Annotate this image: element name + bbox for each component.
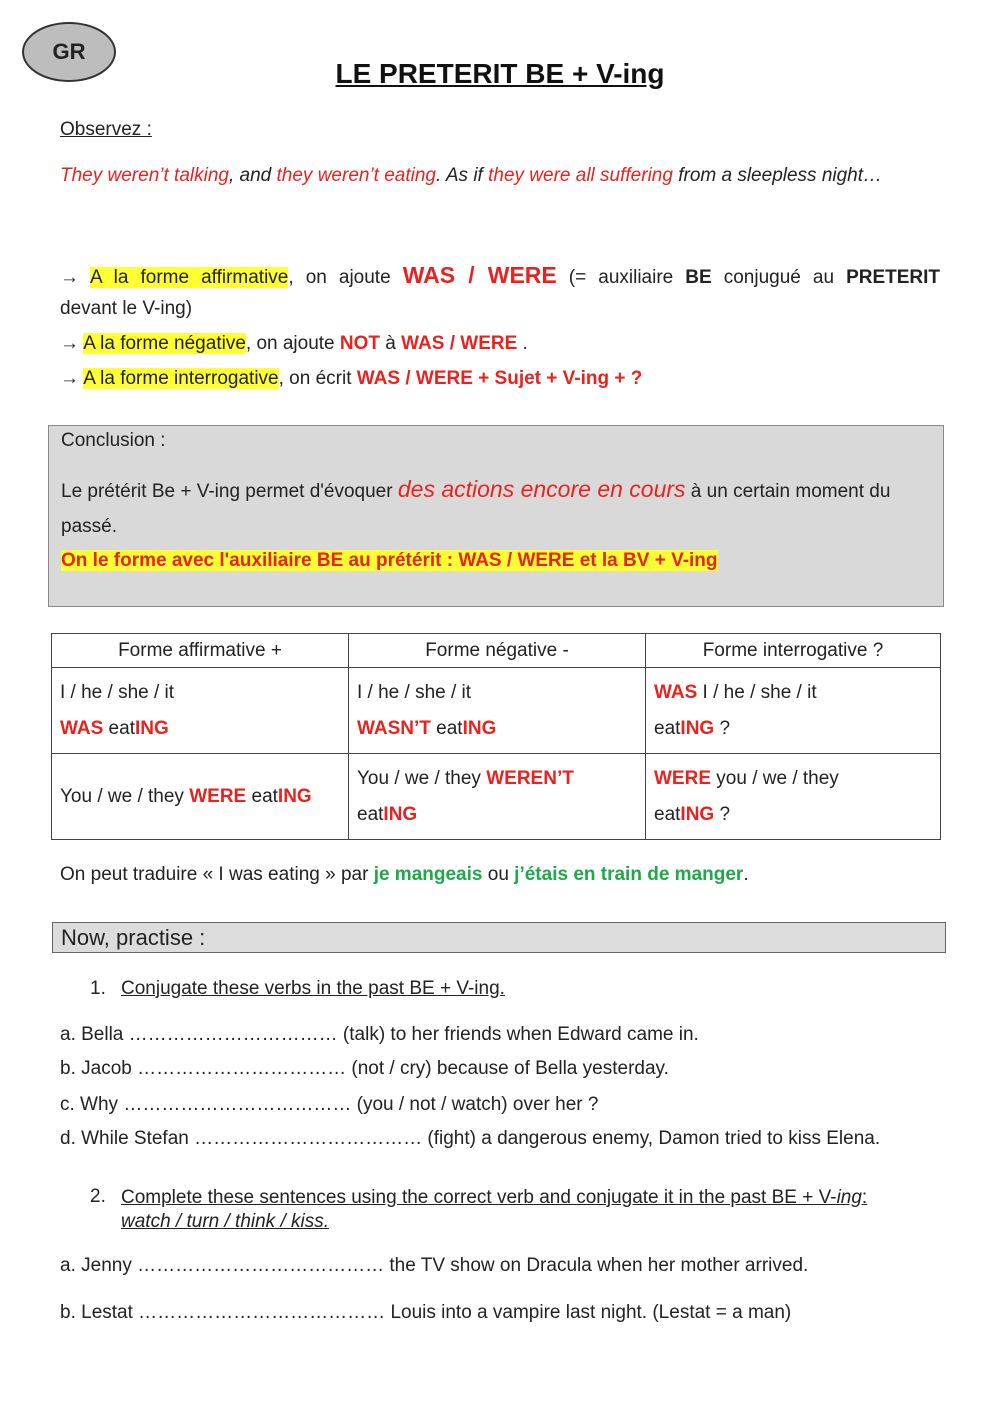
cell-ing: ING (462, 717, 497, 739)
conclusion-line-1 (61, 476, 939, 503)
translation-option-1: je mangeais (373, 864, 483, 885)
rule-text: . (517, 333, 528, 354)
exercise-2-title (121, 1186, 931, 1234)
rule-affirmative-label: A la forme affirmative (90, 267, 289, 288)
example-part-5: they were all suffering (488, 165, 673, 186)
observez-label: Observez : (60, 119, 152, 140)
cell-subject: I / he / she / it (357, 681, 472, 703)
rule-negative-label: A la forme négative (83, 333, 246, 354)
exercise-2-title-text: Complete these sentences using the correct verb and conjugate it in the past BE + V- (121, 1187, 837, 1208)
cell-subject: you / we / they (711, 767, 839, 789)
cell-question-mark: ? (714, 717, 731, 739)
exercise-1-title: Conjugate these verbs in the past BE + V-ing. (121, 978, 505, 999)
table-cell (646, 754, 941, 840)
arrow-icon: → (60, 333, 84, 354)
rule-text: (= auxiliaire (556, 267, 686, 288)
conclusion-line-2 (61, 550, 718, 572)
header-affirmative: Forme affirmative + (52, 634, 349, 668)
table-cell (646, 668, 941, 754)
cell-aux: WERE (654, 767, 711, 789)
cell-subject: I / he / she / it (697, 681, 817, 703)
cell-verb: eat (430, 717, 463, 739)
practise-heading: Now, practise : (52, 922, 946, 953)
example-part-2: , and (228, 165, 277, 186)
conclusion-label: Conclusion : (61, 430, 166, 451)
exercise-1-item-b: b. Jacob …………………………… (not / cry) because of Bella yesterday. (60, 1058, 669, 1079)
exercise-2-verb-list: watch / turn / think / kiss. (121, 1211, 330, 1232)
cell-verb: eat (357, 803, 384, 825)
table-header-row (52, 634, 941, 668)
cell-aux: WAS (60, 717, 104, 739)
translation-text: ou (482, 864, 515, 885)
translation-text: . (743, 864, 749, 885)
cell-subject: I / he / she / it (60, 681, 175, 703)
rule-text: , on ajoute (288, 267, 403, 288)
translation-note (60, 864, 749, 886)
rule-negative (60, 333, 528, 355)
cell-ing: ING (680, 717, 715, 739)
cell-verb: eat (246, 785, 278, 807)
exercise-1-number: 1. (90, 978, 106, 999)
example-part-4: . As if (436, 165, 489, 186)
exercise-2-item-b: b. Lestat ………………………………… Louis into a vampire last night. (Lestat = a man) (60, 1302, 792, 1323)
cell-subject: You / we / they (357, 767, 487, 789)
conclusion-emphasis: des actions encore en cours (397, 476, 686, 502)
exercise-2-title-colon: : (861, 1187, 868, 1208)
rule-text: , on écrit (278, 368, 357, 389)
conclusion-text: à un certain moment du (685, 481, 891, 502)
cell-ing: ING (134, 717, 169, 739)
rule-affirmative (60, 255, 940, 298)
rule-text: conjugué au (711, 267, 847, 288)
gr-badge: GR (22, 22, 116, 82)
conclusion-formula: On le forme avec l'auxiliaire BE au prétérit : WAS / WERE et la BV + V-ing (61, 550, 718, 571)
header-interrogative: Forme interrogative ? (646, 634, 941, 668)
exercise-2-title-ing: ing (836, 1187, 862, 1208)
be-bold: BE (685, 267, 712, 288)
example-part-3: they weren’t eating (276, 165, 437, 186)
exercise-1-item-a: a. Bella …………………………… (talk) to her friends when Edward came in. (60, 1024, 699, 1045)
not-red: NOT (339, 333, 381, 354)
cell-aux: WEREN’T (486, 767, 574, 789)
exercise-2-number: 2. (90, 1186, 106, 1207)
cell-question-mark: ? (714, 803, 731, 825)
example-part-6: from a sleepless night… (672, 165, 883, 186)
conclusion-box (48, 425, 944, 607)
cell-aux: WERE (189, 785, 247, 807)
cell-verb: eat (654, 717, 681, 739)
table-row (52, 668, 941, 754)
cell-aux: WASN’T (357, 717, 431, 739)
rule-interrogative (60, 368, 642, 390)
table-row (52, 754, 941, 840)
arrow-icon: → (60, 368, 84, 389)
translation-option-2: j’étais en train de manger (514, 864, 744, 885)
cell-ing: ING (383, 803, 418, 825)
page-title: LE PRETERIT BE + V-ing (335, 58, 665, 89)
rule-text: à (380, 333, 402, 354)
translation-text: On peut traduire « I was eating » par (60, 864, 374, 885)
conclusion-line-1-cont: passé. (61, 516, 117, 537)
table-cell (52, 668, 349, 754)
conclusion-text: Le prétérit Be + V-ing permet d'évoquer (61, 481, 398, 502)
example-sentence (60, 165, 882, 187)
table-cell (52, 754, 349, 840)
rule-interrogative-label: A la forme interrogative (83, 368, 279, 389)
example-part-1: They weren’t talking (60, 165, 229, 186)
header-negative: Forme négative - (349, 634, 646, 668)
arrow-icon: → (60, 267, 90, 288)
table-cell (349, 668, 646, 754)
was-were-big: WAS / WERE (402, 262, 557, 288)
rule-text: , on ajoute (245, 333, 340, 354)
was-were-red: WAS / WERE (401, 333, 518, 354)
cell-aux: WAS (654, 681, 698, 703)
cell-subject: You / we / they (60, 785, 190, 807)
exercise-1-item-d: d. While Stefan ……………………………… (fight) a dangerous enemy, Damon tried to kiss Elena. (60, 1128, 881, 1149)
exercise-2-item-a: a. Jenny ………………………………… the TV show on Dracula when her mother arrived. (60, 1255, 809, 1276)
cell-ing: ING (680, 803, 715, 825)
cell-verb: eat (654, 803, 681, 825)
table-cell (349, 754, 646, 840)
cell-verb: eat (103, 717, 135, 739)
conjugation-table (51, 633, 941, 840)
preterit-bold: PRETERIT (846, 267, 941, 288)
cell-ing: ING (277, 785, 312, 807)
rule-affirmative-continued: devant le V-ing) (60, 298, 193, 319)
interrogative-formula: WAS / WERE + Sujet + V-ing + ? (356, 368, 643, 389)
exercise-1-item-c: c. Why ……………………………… (you / not / watch) over her ? (60, 1094, 599, 1115)
